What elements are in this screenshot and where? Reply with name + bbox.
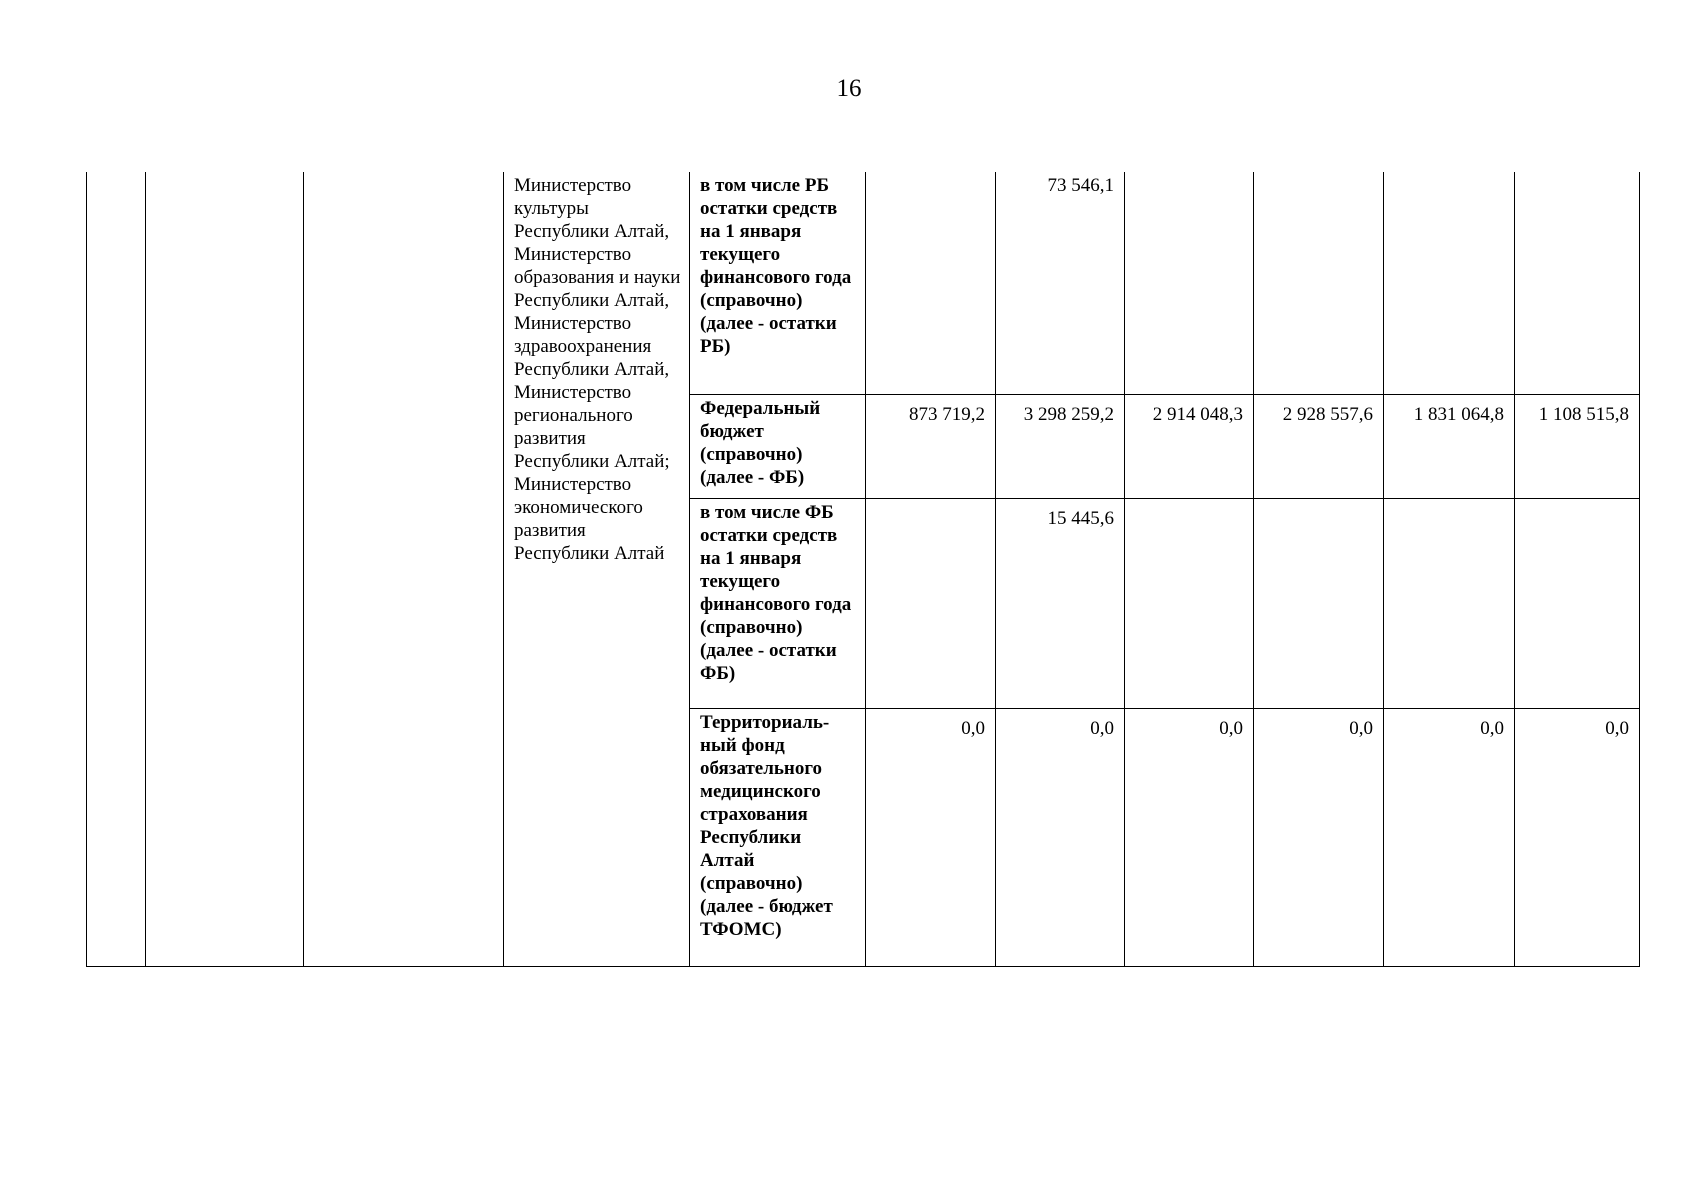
value-2019 — [866, 499, 995, 507]
value-cell — [1254, 172, 1384, 394]
source-cell — [690, 394, 866, 498]
value-cell — [866, 394, 996, 498]
budget-table — [86, 172, 1640, 967]
value-2023 — [1384, 172, 1514, 174]
source-cell — [690, 708, 866, 966]
value-2020: 0,0 — [1090, 717, 1114, 739]
value-cell — [1515, 708, 1640, 966]
value-cell — [996, 394, 1125, 498]
value-cell — [1515, 498, 1640, 708]
source-label: в том числе ФБ остатки средств на 1 января текущего финансового года (справочно) (далее - остатки ФБ) — [700, 501, 852, 684]
value-2022 — [1254, 499, 1383, 507]
value-cell — [1125, 172, 1254, 394]
index-cell — [87, 172, 146, 966]
value-cell — [1254, 498, 1384, 708]
value-cell — [1384, 394, 1515, 498]
value-cell — [1254, 708, 1384, 966]
executor-text: Министерство культуры Республики Алтай, Министерство образования и науки Республики Алтай, Министерство здравоохранения Республики Алтай, Министерство регионального развития Республики Алтай; Министерство экономического развития Республики Алтай — [514, 175, 681, 564]
value-2021 — [1125, 499, 1253, 507]
value-cell — [1125, 498, 1254, 708]
value-2020: 3 298 259,2 — [1023, 403, 1114, 425]
value-cell — [1125, 394, 1254, 498]
executor-cell — [504, 172, 690, 966]
value-2024 — [1515, 172, 1639, 174]
value-2019: 0,0 — [961, 717, 985, 739]
value-cell — [1125, 708, 1254, 966]
value-2023: 0,0 — [1480, 717, 1504, 739]
value-cell — [1384, 172, 1515, 394]
value-2021: 2 914 048,3 — [1152, 403, 1243, 425]
value-2023 — [1384, 499, 1514, 507]
value-2022: 2 928 557,6 — [1282, 403, 1373, 425]
value-cell — [866, 172, 996, 394]
value-cell — [866, 498, 996, 708]
value-2024: 1 108 515,8 — [1538, 403, 1629, 425]
value-2020: 15 445,6 — [1047, 507, 1114, 529]
value-2021: 0,0 — [1219, 717, 1243, 739]
value-2022: 0,0 — [1349, 717, 1373, 739]
source-label: Федеральный бюджет (справочно) (далее - ФБ) — [700, 397, 821, 488]
table-row — [87, 172, 1640, 394]
value-cell — [1254, 394, 1384, 498]
value-2024: 0,0 — [1605, 717, 1629, 739]
source-cell — [690, 172, 866, 394]
value-cell — [996, 498, 1125, 708]
value-2019 — [866, 172, 995, 174]
value-2020: 73 546,1 — [1047, 175, 1114, 196]
value-2021 — [1125, 172, 1253, 174]
value-2024 — [1515, 499, 1639, 507]
source-label: Территориаль-ный фонд обязательного медицинского страхования Республики Алтай (справочно) (далее - бюджет ТФОМС) — [700, 711, 833, 940]
value-cell — [1384, 498, 1515, 708]
value-cell — [1515, 172, 1640, 394]
value-cell — [996, 172, 1125, 394]
value-cell — [866, 708, 996, 966]
description-cell — [304, 172, 504, 966]
value-2022 — [1254, 172, 1383, 174]
value-cell — [1384, 708, 1515, 966]
name-cell — [146, 172, 304, 966]
page-number: 16 — [836, 75, 862, 102]
source-cell — [690, 498, 866, 708]
value-2023: 1 831 064,8 — [1413, 403, 1504, 425]
value-cell — [1515, 394, 1640, 498]
value-cell — [996, 708, 1125, 966]
value-2019: 873 719,2 — [909, 403, 985, 425]
source-label: в том числе РБ остатки средств на 1 января текущего финансового года (справочно) (далее - остатки РБ) — [700, 175, 852, 357]
